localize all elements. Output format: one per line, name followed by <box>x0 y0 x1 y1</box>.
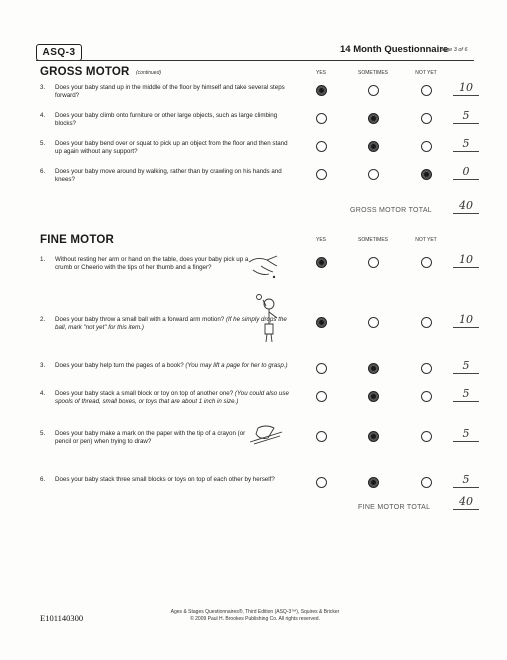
asq-logo: ASQ-3 <box>36 44 82 61</box>
question-note: (You could also use spools of thread, small boxes, or toys that are about 1 inch in size.) <box>55 390 289 405</box>
score-line <box>453 123 479 124</box>
yes-bubble[interactable] <box>316 431 327 442</box>
question-body: Does your baby make a mark on the paper with the tip of a crayon (or pencil or pen) when trying to draw? <box>55 430 246 445</box>
sometimes-bubble[interactable] <box>368 113 379 124</box>
fine_motor-item-score[interactable]: 10 <box>459 253 473 266</box>
not-yet-bubble[interactable] <box>421 169 432 180</box>
column-sometimes: SOMETIMES <box>357 70 388 76</box>
gross_motor-item-score[interactable]: 10 <box>459 81 473 94</box>
form-id: E101140300 <box>40 613 84 623</box>
fine_motor-item-score[interactable]: 5 <box>462 359 470 372</box>
gross_motor-item-score[interactable]: 5 <box>462 109 470 122</box>
score-line <box>453 373 479 374</box>
fine_motor-question-text <box>40 476 275 506</box>
fine_motor-question-text <box>40 390 289 420</box>
question-body: Without resting her arm or hand on the table, does your baby pick up a crumb or Cheerio with the tips of her thumb and a finger? <box>55 256 249 271</box>
sometimes-bubble[interactable] <box>368 257 379 268</box>
score-line <box>453 487 479 488</box>
sometimes-bubble[interactable] <box>368 431 379 442</box>
yes-bubble[interactable] <box>316 477 327 488</box>
yes-bubble[interactable] <box>316 363 327 374</box>
gross-motor-total[interactable]: 40 <box>459 199 473 212</box>
not-yet-bubble[interactable] <box>421 317 432 328</box>
sometimes-bubble[interactable] <box>368 169 379 180</box>
sometimes-bubble[interactable] <box>368 85 379 96</box>
question-body: Does your baby help turn the pages of a book? <box>55 362 184 369</box>
sometimes-bubble[interactable] <box>368 477 379 488</box>
fine_motor-item-score[interactable]: 5 <box>462 473 470 486</box>
copyright-line-2: © 2009 Paul H. Brookes Publishing Co. All rights reserved. <box>190 615 320 622</box>
fine_motor-question-text <box>40 316 287 346</box>
yes-bubble[interactable] <box>316 141 327 152</box>
gross_motor-item-score[interactable]: 5 <box>462 137 470 150</box>
not-yet-bubble[interactable] <box>421 431 432 442</box>
fine_motor-question-text <box>40 430 265 460</box>
question-number: 3. <box>40 362 46 369</box>
score-line <box>453 151 479 152</box>
column-not-yet-fine: NOT YET <box>415 237 437 243</box>
sometimes-bubble[interactable] <box>368 141 379 152</box>
yes-bubble[interactable] <box>316 391 327 402</box>
column-yes-fine: YES <box>315 237 326 243</box>
not-yet-bubble[interactable] <box>421 391 432 402</box>
fine-motor-total-label: FINE MOTOR TOTAL <box>358 504 431 511</box>
question-number: 6. <box>40 476 46 483</box>
question-number: 4. <box>40 112 46 119</box>
question-body: Does your baby bend over or squat to pick up an object from the floor and then stand up again without any support? <box>55 140 288 155</box>
crayon-drawing-illustration <box>248 422 284 448</box>
question-body: Does your baby stand up in the middle of the floor by himself and take several steps forward? <box>55 84 285 99</box>
question-number: 6. <box>40 168 46 175</box>
score-line <box>453 327 479 328</box>
question-note: (If he simply drops the ball, mark "not yet" for this item.) <box>55 316 287 331</box>
header-divider <box>36 60 474 61</box>
not-yet-bubble[interactable] <box>421 141 432 152</box>
score-line <box>453 267 479 268</box>
fine_motor-item-score[interactable]: 5 <box>462 427 470 440</box>
score-line <box>453 401 479 402</box>
fine_motor-item-score[interactable]: 5 <box>462 387 470 400</box>
sometimes-bubble[interactable] <box>368 317 379 328</box>
not-yet-bubble[interactable] <box>421 363 432 374</box>
yes-bubble[interactable] <box>316 113 327 124</box>
fine_motor-question-text <box>40 362 288 392</box>
question-number: 1. <box>40 256 46 263</box>
gross_motor-question-text <box>40 140 288 170</box>
yes-bubble[interactable] <box>316 169 327 180</box>
child-throwing-ball-illustration <box>255 294 285 344</box>
continued-label: (continued) <box>136 70 162 76</box>
not-yet-bubble[interactable] <box>421 113 432 124</box>
question-number: 2. <box>40 316 46 323</box>
question-body: Does your baby move around by walking, rather than by crawling on his hands and knees? <box>55 168 282 183</box>
column-sometimes-fine: SOMETIMES <box>357 237 388 243</box>
not-yet-bubble[interactable] <box>421 85 432 96</box>
gross_motor-question-text <box>40 84 285 114</box>
gross_motor-question-text <box>40 112 278 142</box>
page-number: page 3 of 6 <box>440 47 468 53</box>
gross_motor-question-text <box>40 168 282 198</box>
fine-motor-heading: FINE MOTOR <box>40 234 114 246</box>
question-body: Does your baby throw a small ball with a forward arm motion? <box>55 316 225 323</box>
sometimes-bubble[interactable] <box>368 363 379 374</box>
yes-bubble[interactable] <box>316 317 327 328</box>
yes-bubble[interactable] <box>316 85 327 96</box>
score-line <box>453 179 479 180</box>
gross_motor-item-score[interactable]: 0 <box>462 165 470 178</box>
question-number: 5. <box>40 430 46 437</box>
yes-bubble[interactable] <box>316 257 327 268</box>
gross-motor-heading: GROSS MOTOR <box>40 66 130 78</box>
questionnaire-title: 14 Month Questionnaire <box>340 44 449 55</box>
question-number: 4. <box>40 390 46 397</box>
gross-motor-total-line <box>453 213 479 214</box>
column-yes: YES <box>315 70 326 76</box>
fine_motor-question-text <box>40 256 265 286</box>
question-number: 5. <box>40 140 46 147</box>
question-note: (You may lift a page for her to grasp.) <box>185 362 288 369</box>
score-line <box>453 95 479 96</box>
not-yet-bubble[interactable] <box>421 257 432 268</box>
sometimes-bubble[interactable] <box>368 391 379 402</box>
question-body: Does your baby stack three small blocks or toys on top of each other by herself? <box>55 476 275 483</box>
not-yet-bubble[interactable] <box>421 477 432 488</box>
copyright-block <box>140 609 370 622</box>
copyright-line-1: Ages & Stages Questionnaires®, Third Edition (ASQ-3™), Squires & Bricker <box>170 609 340 615</box>
fine-motor-total[interactable]: 40 <box>459 495 473 508</box>
fine_motor-item-score[interactable]: 10 <box>459 313 473 326</box>
score-line <box>453 441 479 442</box>
gross-motor-total-label: GROSS MOTOR TOTAL <box>350 207 432 214</box>
question-number: 3. <box>40 84 46 91</box>
column-not-yet: NOT YET <box>415 70 437 76</box>
question-body: Does your baby stack a small block or toy on top of another one? <box>55 390 234 397</box>
fine-motor-total-line <box>453 509 479 510</box>
pincer-grasp-illustration <box>247 252 283 280</box>
question-body: Does your baby climb onto furniture or other large objects, such as large climbing blocks? <box>55 112 278 127</box>
